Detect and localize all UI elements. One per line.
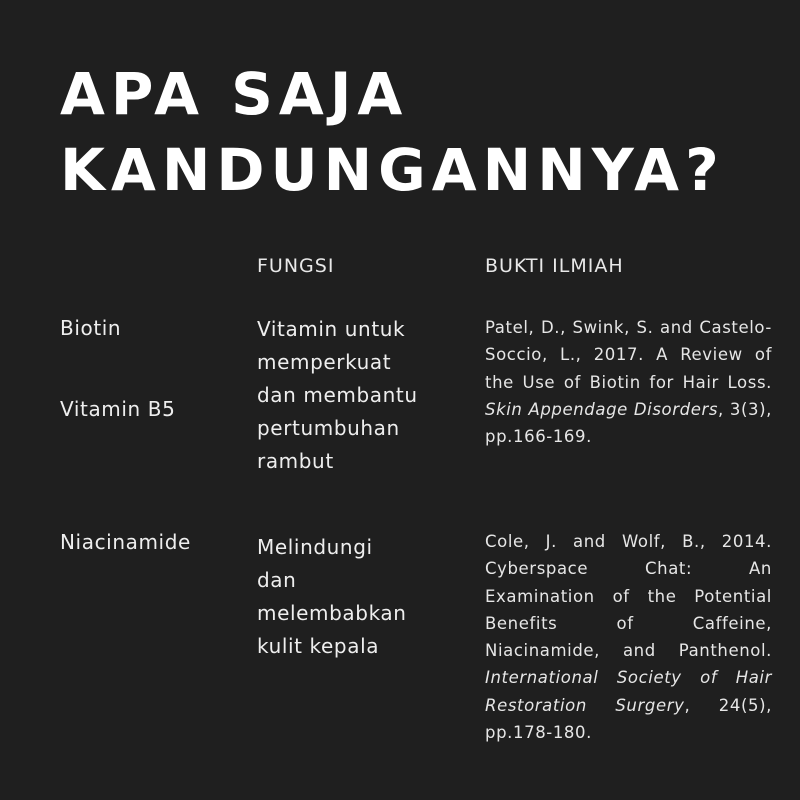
reference-details: , 3(3), pp.166-169. <box>485 399 772 447</box>
fungsi-line: memperkuat <box>257 350 392 374</box>
fungsi-line: dan membantu <box>257 383 418 407</box>
reference-authors: Cole, J. and Wolf, B., 2014. Cyberspace Chat: An Examination of the Potential Benefits of Caffeine, Niacinamide, and Panthenol. <box>485 532 772 661</box>
fungsi-line: rambut <box>257 449 334 473</box>
reference-journal: International Society of Hair Restoration Surgery <box>485 668 772 715</box>
reference-row-2 <box>485 528 772 746</box>
fungsi-row-2 <box>257 531 452 663</box>
fungsi-line: pertumbuhan <box>257 416 400 440</box>
ingredient-niacinamide: Niacinamide <box>60 530 191 554</box>
title-line-2: KANDUNGANNYA? <box>60 136 725 204</box>
column-header-bukti: BUKTI ILMIAH <box>485 255 624 277</box>
page-title <box>60 56 725 208</box>
fungsi-line: dan <box>257 568 297 592</box>
reference-authors: Patel, D., Swink, S. and Castelo-Soccio, L., 2017. A Review of the Use of Biotin for Hair Loss. <box>485 318 772 392</box>
title-line-1: APA SAJA <box>60 60 409 128</box>
reference-details: , 24(5), pp.178-180. <box>485 695 772 743</box>
fungsi-row-1 <box>257 313 452 478</box>
fungsi-line: Vitamin untuk <box>257 317 406 341</box>
reference-row-1 <box>485 314 772 450</box>
fungsi-line: melembabkan <box>257 601 407 625</box>
reference-journal: Skin Appendage Disorders <box>485 399 719 419</box>
ingredient-biotin: Biotin <box>60 316 122 340</box>
fungsi-line: kulit kepala <box>257 634 380 658</box>
column-header-fungsi: FUNGSI <box>257 255 335 277</box>
ingredient-vitamin-b5: Vitamin B5 <box>60 397 176 421</box>
fungsi-line: Melindungi <box>257 535 373 559</box>
